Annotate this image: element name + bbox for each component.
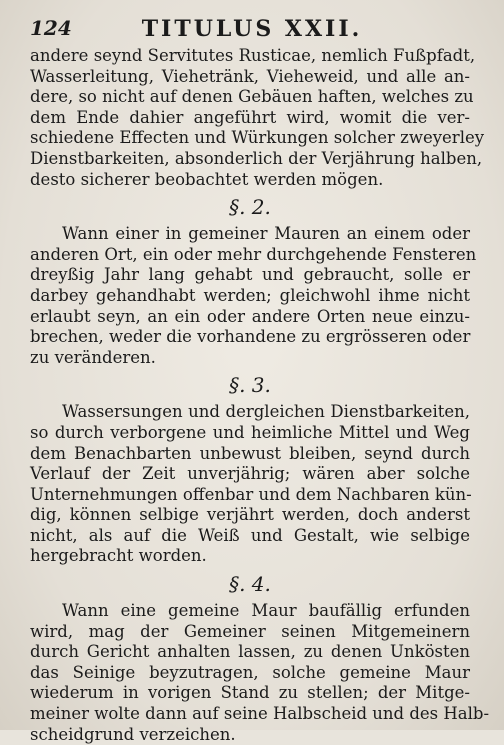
- text-line: durch Gericht anhalten lassen, zu denen Unkösten: [30, 642, 470, 662]
- text-line: Wann einer in gemeiner Mauren an einem oder: [62, 224, 470, 244]
- text-line: wird, mag der Gemeiner seinen Mitgemeinern: [30, 621, 470, 641]
- text-line: dere, so nicht auf denen Gebäuen haften, welches zu: [30, 87, 474, 107]
- text-line: erlaubt seyn, an ein oder andere Orten neue einzu-: [30, 306, 470, 326]
- paragraph-continuation: [30, 46, 485, 190]
- text-line: dem Benachbarten unbewust bleiben, seynd durch: [30, 443, 470, 463]
- text-line: darbey gehandhabt werden; gleichwohl ihme nicht: [30, 285, 470, 305]
- text-line: scheidgrund verzeichen.: [30, 724, 236, 744]
- text-line: Wann eine gemeine Maur baufällig erfunden: [62, 601, 470, 621]
- text-line: Wassersungen und dergleichen Dienstbarkeiten,: [62, 402, 470, 422]
- text-line: nicht, als auf die Weiß und Gestalt, wie selbige: [30, 525, 470, 545]
- body-text: [30, 46, 490, 745]
- text-line: das Seinige beyzutragen, solche gemeine Maur: [30, 662, 470, 682]
- text-line: zu veränderen.: [30, 347, 156, 367]
- text-line: Verlauf der Zeit unverjährig; wären aber solche: [30, 464, 470, 484]
- text-line: dreyßig Jahr lang gehabt und gebraucht, solle er: [30, 265, 470, 285]
- page-number: 124: [30, 16, 72, 40]
- text-line: anderen Ort, ein oder mehr durchgehende Fensteren: [30, 244, 477, 264]
- text-line: Wasserleitung, Viehetränk, Vieheweid, und alle an-: [30, 66, 470, 86]
- paragraph-section-3: [30, 402, 470, 567]
- text-line: desto sicherer beobachtet werden mögen.: [30, 169, 384, 189]
- text-line: dig, können selbige verjährt werden, doch anderst: [30, 505, 470, 525]
- text-line: so durch verborgene und heimliche Mittel und Weg: [30, 422, 470, 442]
- text-line: Unternehmungen offenbar und dem Nachbaren kün-: [30, 484, 472, 504]
- text-line: schiedene Effecten und Würkungen solcher zweyerley: [30, 128, 485, 148]
- section-heading-4: §. 4.: [229, 572, 271, 597]
- text-line: dem Ende dahier angeführt wird, womit die ver-: [30, 107, 470, 127]
- text-line: Dienstbarkeiten, absonderlich der Verjährung halben,: [30, 148, 483, 168]
- paragraph-section-2: [30, 224, 477, 368]
- running-title: TITULUS XXII.: [141, 16, 363, 42]
- section-heading-2: §. 2.: [229, 195, 271, 220]
- paragraph-section-4: [30, 601, 490, 745]
- text-line: hergebracht worden.: [30, 546, 207, 566]
- page-header: [30, 12, 474, 44]
- text-line: wiederum in vorigen Stand zu stellen; der Mitge-: [30, 683, 470, 703]
- text-line: andere seynd Servitutes Rusticae, nemlich Fußpfadt,: [30, 46, 476, 65]
- text-line: meiner wolte dann auf seine Halbscheid und des Halb-: [30, 704, 490, 724]
- section-heading-3: §. 3.: [229, 373, 271, 398]
- text-line: brechen, weder die vorhandene zu ergrösseren oder: [30, 327, 471, 347]
